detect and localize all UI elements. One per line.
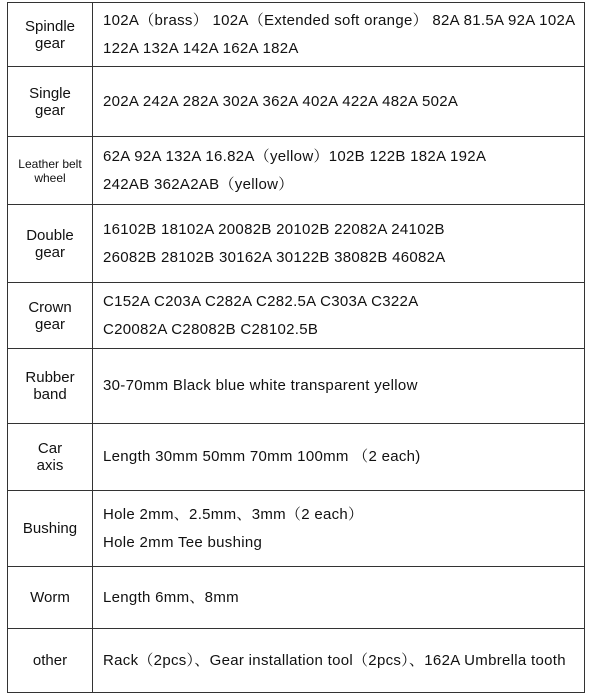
table-row: [8, 629, 585, 693]
row-content: [93, 567, 585, 629]
table-row: [8, 424, 585, 491]
table-row: [8, 3, 585, 67]
row-label: [8, 67, 93, 137]
row-label-line: Bushing: [22, 520, 78, 537]
row-label-line: wheel: [34, 170, 66, 185]
row-label-line: Rubber: [25, 369, 75, 386]
table-row: [8, 283, 585, 349]
row-label: [8, 491, 93, 567]
row-label: [8, 629, 93, 693]
row-label: [8, 349, 93, 424]
content-line: 102A（brass） 102A（Extended soft orange） 82A 81.5A 92A 102A: [103, 11, 576, 29]
row-label-line: Single: [29, 84, 71, 102]
content-line: 202A 242A 282A 302A 362A 402A 422A 482A 502A: [103, 92, 459, 110]
row-content: [93, 629, 585, 693]
content-line: C152A C203A C282A C282.5A C303A C322A: [103, 292, 419, 310]
row-label-line: Double: [26, 226, 74, 244]
row-label-line: gear: [34, 34, 66, 52]
row-label-line: axis: [36, 457, 64, 474]
row-label: [8, 137, 93, 205]
row-label-line: Crown: [28, 298, 72, 316]
row-content: [93, 283, 585, 349]
row-label-line: Leather belt: [18, 156, 82, 171]
row-label-line: gear: [34, 315, 66, 333]
row-label: [8, 424, 93, 491]
row-label: [8, 205, 93, 283]
row-label-line: other: [32, 652, 68, 669]
row-label-line: band: [33, 386, 67, 403]
content-line: 122A 132A 142A 162A 182A: [103, 39, 299, 57]
row-content: [93, 137, 585, 205]
row-label: [8, 283, 93, 349]
parts-table: [7, 2, 585, 693]
row-content: [93, 205, 585, 283]
content-line: 26082B 28102B 30162A 30122B 38082B 46082A: [103, 248, 446, 266]
content-line: Length 6mm、8mm: [103, 588, 239, 606]
row-content: [93, 491, 585, 567]
content-line: Length 30mm 50mm 70mm 100mm （2 each): [103, 448, 421, 465]
table-row: [8, 205, 585, 283]
row-content: [93, 67, 585, 137]
table-row: [8, 491, 585, 567]
table-row: [8, 567, 585, 629]
row-content: [93, 3, 585, 67]
content-line: Rack（2pcs）、Gear installation tool（2pcs）、162A Umbrella tooth: [103, 651, 566, 669]
row-content: [93, 424, 585, 491]
table-row: [8, 137, 585, 205]
row-label: [8, 567, 93, 629]
content-line: 16102B 18102A 20082B 20102B 22082A 24102B: [103, 220, 445, 238]
row-label: [8, 3, 93, 67]
row-label-line: gear: [34, 101, 66, 119]
row-label-line: Spindle: [24, 17, 76, 35]
table-row: [8, 349, 585, 424]
content-line: C20082A C28082B C28102.5B: [103, 320, 319, 338]
row-label-line: gear: [34, 243, 66, 261]
content-line: 30-70mm Black blue white transparent yellow: [103, 377, 418, 394]
table-row: [8, 67, 585, 137]
row-label-line: Car: [37, 440, 63, 457]
row-label-line: Worm: [30, 589, 70, 606]
content-line: Hole 2mm Tee bushing: [103, 533, 263, 551]
row-content: [93, 349, 585, 424]
content-line: 62A 92A 132A 16.82A（yellow）102B 122B 182A 192A: [103, 147, 487, 165]
content-line: 242AB 362A2AB（yellow）: [103, 175, 294, 193]
content-line: Hole 2mm、2.5mm、3mm（2 each）: [103, 505, 364, 523]
